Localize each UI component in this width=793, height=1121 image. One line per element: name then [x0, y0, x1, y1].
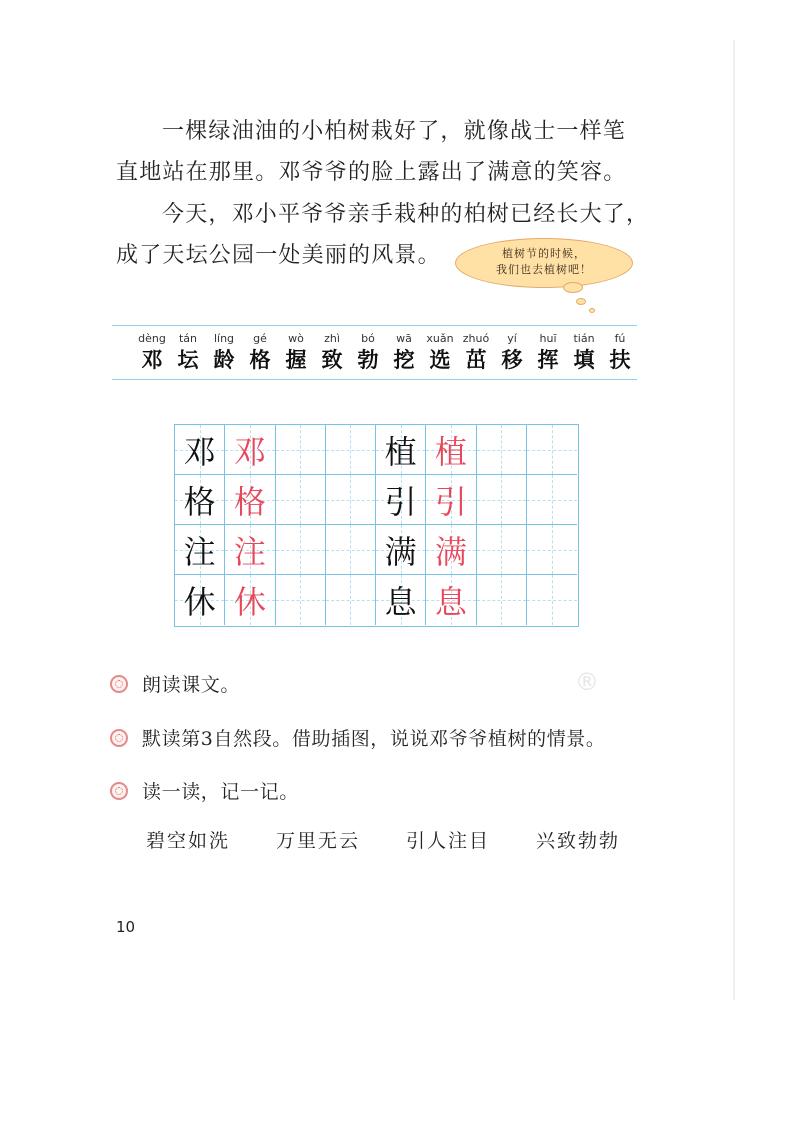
grid-cell: [175, 475, 225, 525]
trace-character: 注: [233, 532, 266, 571]
grid-cell: [477, 425, 527, 475]
vocab-top-rule: [112, 325, 637, 326]
exercise-seal-icon: [110, 675, 128, 693]
trace-character: 植: [434, 432, 467, 471]
vocab-item: [170, 332, 206, 374]
exercise-3: [110, 777, 299, 804]
bubble-tail-dot-medium: [576, 298, 586, 305]
exercise-text: 朗读课文。: [142, 674, 241, 696]
grid-cell: [527, 475, 577, 525]
vocab-item: [602, 332, 638, 374]
character-writing-grid: [174, 424, 579, 627]
vocab-character: 选: [429, 347, 451, 372]
vocab-character: 填: [573, 347, 595, 372]
grid-cell: [376, 575, 426, 625]
model-character: 邓: [183, 432, 216, 471]
phrase: 引人注目: [406, 830, 491, 852]
vocab-item: [242, 332, 278, 374]
vocab-character: 移: [501, 347, 523, 372]
grid-cell: [326, 575, 376, 625]
pinyin: dèng: [138, 332, 166, 345]
grid-cell: [326, 525, 376, 575]
grid-cell: [376, 525, 426, 575]
grid-cell: [225, 525, 275, 575]
vocab-character: 坛: [177, 347, 199, 372]
trace-character: 息: [434, 583, 467, 621]
paragraph-line-2: 直地站在那里。邓爷爷的脸上露出了满意的笑容。: [116, 160, 627, 185]
grid-cell: [276, 425, 326, 475]
grid-cell: [527, 575, 577, 625]
pinyin: wò: [288, 332, 304, 345]
pinyin: huī: [539, 332, 557, 345]
grid-cell: [276, 525, 326, 575]
vocab-item: [206, 332, 242, 374]
grid-cell: [426, 475, 476, 525]
exercise-seal-icon: [110, 782, 128, 800]
grid-cell: [326, 475, 376, 525]
vocab-item: [458, 332, 494, 374]
grid-cell: [276, 575, 326, 625]
pinyin: wā: [396, 332, 412, 345]
speech-bubble: [455, 238, 633, 288]
grid-cell: [527, 425, 577, 475]
grid-cell: [225, 575, 275, 625]
pinyin: tián: [573, 332, 595, 345]
vocab-item: [134, 332, 170, 374]
vocab-character: 致: [321, 347, 343, 372]
vocab-character: 茁: [465, 347, 487, 372]
model-character: 注: [183, 532, 216, 571]
grid-cell: [477, 575, 527, 625]
grid-cell: [175, 575, 225, 625]
grid-cell: [326, 425, 376, 475]
grid-cell: [225, 475, 275, 525]
exercise-text: 默读第3自然段。借助插图，说说邓爷爷植树的情景。: [142, 728, 606, 750]
vocab-item: [350, 332, 386, 374]
grid-cell: [477, 525, 527, 575]
pinyin: zhì: [324, 332, 340, 345]
exercise-1: [110, 670, 240, 697]
vocab-item: [278, 332, 314, 374]
grid-cell: [376, 425, 426, 475]
grid-cell: [175, 525, 225, 575]
trace-character: 满: [434, 532, 467, 571]
vocab-item: [422, 332, 458, 374]
paragraph-line-1: 一棵绿油油的小柏树栽好了，就像战士一样笔: [162, 119, 627, 144]
trace-character: 休: [233, 583, 266, 621]
trace-character: 引: [434, 482, 467, 521]
grid-cell: [477, 475, 527, 525]
vocab-character: 勃: [357, 347, 379, 372]
speech-bubble-line-2: 我们也去植树吧！: [496, 263, 592, 276]
vocab-character: 握: [285, 347, 307, 372]
vocab-character: 龄: [213, 347, 235, 372]
phrase: 兴致勃勃: [536, 830, 621, 852]
vocab-item: [314, 332, 350, 374]
grid-cell: [276, 475, 326, 525]
pinyin: líng: [213, 332, 235, 345]
phrase: 万里无云: [276, 830, 361, 852]
grid-cell: [426, 525, 476, 575]
pinyin: gé: [253, 332, 267, 345]
grid-cell: [426, 425, 476, 475]
grid-cell: [225, 425, 275, 475]
trace-character: 格: [233, 482, 266, 521]
model-character: 休: [183, 583, 216, 621]
page-number: 10: [116, 918, 136, 936]
vocab-character: 扶: [609, 347, 631, 372]
grid-cell: [527, 525, 577, 575]
exercise-seal-icon: [110, 729, 128, 747]
pinyin: zhuó: [462, 332, 490, 345]
new-character-list: [134, 332, 638, 374]
vocab-item: [530, 332, 566, 374]
exercise-2: [110, 724, 606, 751]
speech-bubble-line-1: 植树节的时候，: [502, 247, 586, 260]
vocab-item: [566, 332, 602, 374]
pinyin: bó: [361, 332, 375, 345]
vocab-character: 挥: [537, 347, 559, 372]
vocab-item: [386, 332, 422, 374]
vocab-character: 挖: [393, 347, 415, 372]
pinyin: fú: [614, 332, 626, 345]
paragraph-line-3: 今天，邓小平爷爷亲手栽种的柏树已经长大了，: [162, 202, 650, 227]
pinyin: yí: [507, 332, 517, 345]
vocab-character: 格: [249, 347, 271, 372]
model-character: 息: [384, 583, 417, 621]
page-edge-divider: [733, 40, 735, 1000]
exercise-text: 读一读，记一记。: [142, 781, 299, 803]
pinyin: tán: [178, 332, 198, 345]
model-character: 引: [384, 482, 417, 521]
publisher-watermark: ®: [575, 668, 599, 696]
model-character: 格: [183, 482, 216, 521]
grid-cell: [426, 575, 476, 625]
model-character: 满: [384, 532, 417, 571]
grid-cell: [175, 425, 225, 475]
model-character: 植: [384, 432, 417, 471]
vocab-character: 邓: [141, 347, 163, 372]
pinyin: xuǎn: [426, 332, 454, 345]
bubble-tail-dot-large: [563, 282, 583, 293]
trace-character: 邓: [233, 432, 266, 471]
bubble-tail-dot-small: [589, 308, 595, 313]
vocab-item: [494, 332, 530, 374]
vocab-bottom-rule: [112, 379, 637, 380]
grid-cell: [376, 475, 426, 525]
phrase-list: [146, 826, 666, 853]
phrase: 碧空如洗: [146, 830, 231, 852]
paragraph-line-4: 成了天坛公园一处美丽的风景。: [116, 243, 441, 268]
